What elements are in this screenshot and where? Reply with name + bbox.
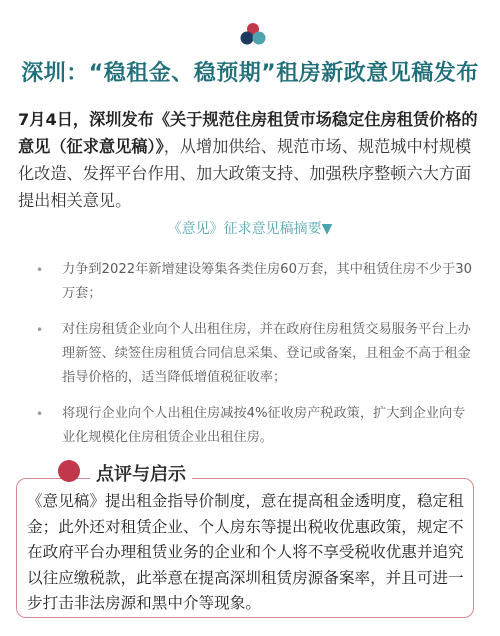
intro-bold-text: 7月4日，深圳发布《关于规范住房租赁市场稳定住房租赁价格的意见（征求意见稿）》 bbox=[18, 110, 478, 156]
bullet-dot-icon: • bbox=[36, 263, 44, 277]
comment-text: 《意见稿》提出租金指导价制度，意在提高租金透明度，稳定租金；此外还对租赁企业、个人房东等提出税收优惠政策，规定不在政府平台办理租赁业务的企业和个人将不享受税收优惠并追究以往应缴税款，此举意在提高深圳租赁房源备案率，并且可进一步打击非法房源和黑中介等现象。 bbox=[27, 492, 464, 613]
comment-box bbox=[16, 478, 474, 618]
intro-text: ，从增加供给、规范市场、规范城中村规模化改造、发挥平台作用、加大政策支持、加强秩序整顿六大方面提出相关意见。 bbox=[18, 137, 472, 210]
page-title: 深圳：“稳租金、稳预期”租房新政意见稿发布 bbox=[21, 61, 479, 86]
bullet-text: 将现行企业向个人出租住房减按4%征收房产税政策，扩大到企业向专业化规模化住房租赁企业出租住房。 bbox=[62, 406, 466, 445]
brand-logo-icon bbox=[238, 22, 268, 46]
summary-bullet-list bbox=[36, 258, 476, 462]
intro-paragraph bbox=[18, 106, 484, 214]
bullet-dot-icon: • bbox=[36, 323, 44, 337]
list-item bbox=[36, 402, 476, 450]
bullet-text: 对住房租赁企业向个人出租住房，并在政府住房租赁交易服务平台上办理新签、续签住房租赁合同信息采集、登记或备案，且租金不高于租金指导价格的，适当降低增值税征收率； bbox=[62, 322, 471, 385]
comment-title: 点评与启示 bbox=[90, 460, 192, 486]
summary-heading: 《意见》征求意见稿摘要▼ bbox=[167, 221, 333, 237]
list-item bbox=[36, 258, 476, 306]
bullet-text: 力争到2022年新增建设筹集各类住房60万套，其中租赁住房不少于30万套； bbox=[62, 262, 472, 301]
list-item bbox=[36, 318, 476, 390]
comment-marker-icon bbox=[58, 460, 80, 482]
bullet-dot-icon: • bbox=[36, 407, 44, 421]
